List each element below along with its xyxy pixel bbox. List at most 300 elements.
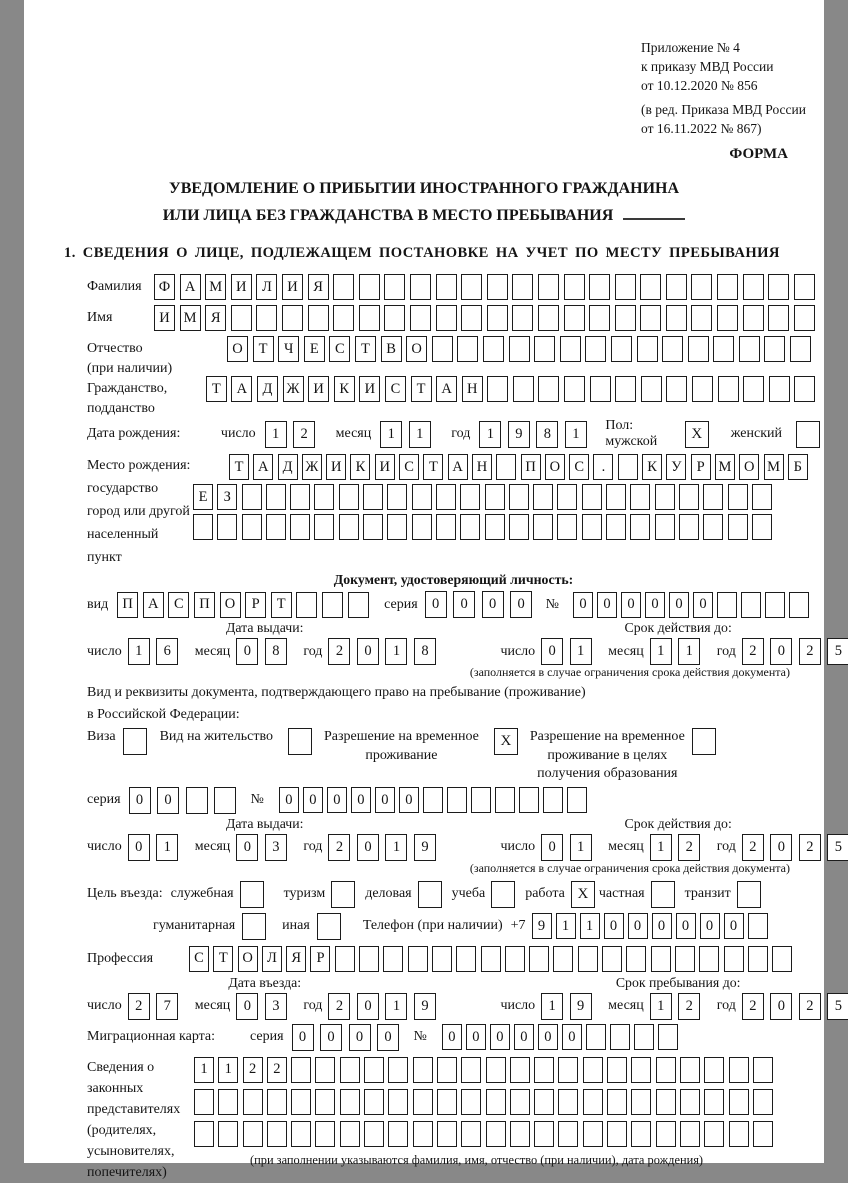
char-cell — [680, 1057, 700, 1083]
representatives-cells — [194, 1057, 777, 1168]
char-cell — [412, 484, 432, 510]
char-cell: Ж — [283, 376, 304, 402]
citizenship-cells — [206, 376, 820, 402]
char-cell: 0 — [279, 787, 299, 813]
char-cell — [713, 336, 734, 362]
issue-date-title: Дата выдачи: — [225, 815, 304, 831]
char-cell — [789, 592, 809, 618]
purpose-work-checkbox: X — [571, 881, 595, 908]
valid-until-block — [500, 620, 848, 665]
char-cell: 5 — [827, 638, 848, 665]
birthplace-row2 — [193, 484, 812, 510]
char-cell — [637, 336, 658, 362]
year-label: год — [303, 643, 323, 659]
issue-year-cells — [328, 638, 442, 665]
char-cell: А — [180, 274, 201, 300]
citizenship-row — [87, 376, 820, 416]
char-cell: В — [381, 336, 402, 362]
char-cell — [691, 305, 712, 331]
char-cell: 0 — [320, 1024, 342, 1051]
temp-residence-checkbox: X — [494, 728, 518, 755]
char-cell — [560, 336, 581, 362]
char-cell — [655, 484, 675, 510]
char-cell — [615, 376, 636, 402]
title-blank-line — [623, 205, 685, 220]
purpose-study-label: учеба — [451, 886, 486, 901]
char-cell — [765, 592, 785, 618]
char-cell: 1 — [409, 421, 431, 448]
char-cell — [364, 1089, 384, 1115]
char-cell — [666, 274, 687, 300]
firstname-cells — [154, 305, 819, 331]
char-cell: Р — [691, 454, 711, 480]
month-label: месяц — [194, 643, 231, 659]
char-cell — [728, 514, 748, 540]
char-cell — [487, 305, 508, 331]
purpose-private-checkbox — [651, 881, 675, 908]
representatives-label: Сведения о законных представителях (родителях, усыновителях, попечителях) — [87, 1059, 181, 1180]
month-label: месяц — [608, 643, 644, 659]
char-cell — [529, 946, 549, 972]
residence-series-cells — [129, 787, 243, 814]
purpose-official-checkbox — [240, 881, 264, 908]
residence-permit-checkbox — [288, 728, 312, 755]
form-title-line1: УВЕДОМЛЕНИЕ О ПРИБЫТИИ ИНОСТРАННОГО ГРАЖДАНИНА — [168, 180, 680, 197]
day-label: число — [87, 643, 122, 659]
char-cell: 2 — [742, 638, 764, 665]
char-cell: О — [220, 592, 241, 618]
residence-doc-serial-row — [87, 787, 820, 814]
char-cell — [290, 484, 310, 510]
char-cell — [315, 1121, 335, 1147]
valid-year-cells — [742, 638, 848, 665]
char-cell — [290, 514, 310, 540]
day-label: число — [87, 839, 122, 854]
char-cell — [543, 787, 563, 813]
char-cell — [340, 1057, 360, 1083]
char-cell — [583, 1057, 603, 1083]
char-cell — [413, 1089, 433, 1115]
char-cell: 0 — [292, 1024, 314, 1051]
year-label: год — [303, 839, 323, 854]
edu-residence-checkbox — [692, 728, 716, 755]
char-cell — [483, 336, 504, 362]
forma-label: ФОРМА — [729, 146, 788, 162]
char-cell: 1 — [570, 834, 592, 861]
char-cell: 0 — [541, 638, 563, 665]
char-cell: 2 — [678, 993, 700, 1020]
purpose-row1 — [87, 881, 820, 908]
char-cell — [512, 305, 533, 331]
char-cell: У — [666, 454, 686, 480]
char-cell — [717, 274, 738, 300]
char-cell — [413, 1057, 433, 1083]
profession-cells — [189, 946, 796, 972]
purpose-other-label: иная — [282, 918, 310, 933]
char-cell — [218, 1121, 238, 1147]
purpose-humanitarian-label: гуманитарная — [153, 918, 236, 933]
char-cell: Р — [310, 946, 330, 972]
char-cell: 2 — [267, 1057, 287, 1083]
char-cell — [699, 946, 719, 972]
char-cell — [538, 305, 559, 331]
char-cell: 3 — [265, 834, 287, 861]
series-label: серия — [250, 1029, 284, 1044]
doc-type-cells — [117, 592, 373, 618]
char-cell: 9 — [508, 421, 530, 448]
year-label: год — [303, 998, 323, 1013]
char-cell — [512, 274, 533, 300]
char-cell: А — [231, 376, 252, 402]
char-cell: Н — [472, 454, 492, 480]
char-cell: С — [189, 946, 209, 972]
char-cell: 1 — [385, 638, 407, 665]
char-cell — [583, 1121, 603, 1147]
birth-year-cells — [479, 421, 593, 448]
char-cell: М — [715, 454, 735, 480]
char-cell — [510, 1121, 530, 1147]
edu-residence-label: Разрешение на временное проживание в целях получения образования — [529, 729, 685, 781]
char-cell: Л — [256, 274, 277, 300]
birthdate-label: Дата рождения: — [87, 426, 181, 441]
char-cell — [741, 592, 761, 618]
purpose-private-label: частная — [598, 886, 645, 901]
char-cell — [457, 336, 478, 362]
char-cell: 2 — [243, 1057, 263, 1083]
char-cell — [640, 305, 661, 331]
char-cell — [436, 484, 456, 510]
header-line: к приказу МВД России — [641, 59, 774, 74]
char-cell — [533, 514, 553, 540]
char-cell: О — [238, 946, 258, 972]
residence-issue-month-cells — [236, 834, 293, 861]
visa-label: Виза — [87, 729, 116, 744]
char-cell — [423, 787, 443, 813]
form-title — [24, 175, 824, 229]
char-cell: 0 — [453, 591, 475, 618]
char-cell — [666, 376, 687, 402]
char-cell — [363, 514, 383, 540]
char-cell: 1 — [194, 1057, 214, 1083]
char-cell — [437, 1057, 457, 1083]
entry-day-cells — [128, 993, 185, 1020]
char-cell — [656, 1057, 676, 1083]
char-cell — [534, 1057, 554, 1083]
profession-label: Профессия — [87, 950, 154, 966]
char-cell — [296, 592, 317, 618]
char-cell: 9 — [414, 993, 436, 1020]
char-cell — [704, 1089, 724, 1115]
char-cell: Д — [257, 376, 278, 402]
char-cell — [675, 946, 695, 972]
char-cell: 0 — [621, 592, 641, 618]
char-cell — [590, 376, 611, 402]
char-cell — [704, 1121, 724, 1147]
char-cell: И — [359, 376, 380, 402]
char-cell: 1 — [385, 834, 407, 861]
char-cell — [564, 274, 585, 300]
char-cell: 1 — [678, 638, 700, 665]
char-cell — [485, 484, 505, 510]
char-cell: М — [764, 454, 784, 480]
char-cell: Т — [271, 592, 292, 618]
birth-day-cells — [265, 421, 322, 448]
char-cell: Ч — [278, 336, 299, 362]
char-cell — [315, 1089, 335, 1115]
edu-residence-option — [530, 728, 716, 784]
char-cell — [641, 376, 662, 402]
char-cell: А — [448, 454, 468, 480]
char-cell: 0 — [597, 592, 617, 618]
issue-day-cells — [128, 638, 185, 665]
purpose-business-checkbox — [418, 881, 442, 908]
char-cell — [461, 305, 482, 331]
char-cell — [364, 1121, 384, 1147]
char-cell: 1 — [218, 1057, 238, 1083]
year-label: год — [716, 643, 736, 659]
char-cell — [768, 305, 789, 331]
char-cell — [607, 1121, 627, 1147]
representatives-row2 — [194, 1089, 777, 1115]
residence-permit-option — [160, 728, 312, 755]
char-cell: 0 — [652, 913, 672, 939]
char-cell — [214, 787, 236, 814]
representatives-row1 — [194, 1057, 777, 1083]
month-label: месяц — [608, 839, 644, 854]
char-cell — [607, 1057, 627, 1083]
char-cell: 0 — [541, 834, 563, 861]
char-cell: 0 — [490, 1024, 510, 1050]
char-cell: М — [205, 274, 226, 300]
doc-series-cells — [425, 591, 539, 618]
stay-until-block — [500, 975, 848, 1020]
day-label: число — [500, 643, 536, 659]
char-cell: 0 — [573, 592, 593, 618]
char-cell: 2 — [678, 834, 700, 861]
char-cell — [218, 1089, 238, 1115]
stay-until-title: Срок пребывания до: — [615, 974, 741, 990]
entry-month-cells — [236, 993, 293, 1020]
char-cell — [538, 274, 559, 300]
char-cell — [322, 592, 343, 618]
char-cell — [558, 1089, 578, 1115]
char-cell — [384, 274, 405, 300]
char-cell — [461, 274, 482, 300]
char-cell — [496, 454, 516, 480]
char-cell — [267, 1121, 287, 1147]
birthplace-block — [87, 454, 820, 569]
visa-option — [87, 728, 147, 755]
char-cell: 0 — [770, 638, 792, 665]
residence-doc-intro2: в Российской Федерации: — [87, 707, 240, 722]
char-cell: 2 — [328, 993, 350, 1020]
valid-until-title: Срок действия до: — [624, 815, 732, 831]
day-label: число — [87, 998, 122, 1013]
char-cell — [743, 274, 764, 300]
patronymic-label: Отчество (при наличии) — [87, 341, 173, 376]
char-cell: 0 — [562, 1024, 582, 1050]
char-cell: 1 — [650, 638, 672, 665]
char-cell — [680, 1121, 700, 1147]
char-cell: 0 — [628, 913, 648, 939]
char-cell — [291, 1089, 311, 1115]
char-cell — [534, 1089, 554, 1115]
char-cell: 1 — [565, 421, 587, 448]
char-cell: Т — [423, 454, 443, 480]
char-cell — [509, 484, 529, 510]
char-cell — [634, 1024, 654, 1050]
month-label: месяц — [335, 426, 372, 441]
char-cell — [410, 305, 431, 331]
char-cell — [242, 514, 262, 540]
header-note — [641, 38, 824, 138]
migration-series-cells — [292, 1024, 406, 1051]
residence-number-cells — [279, 787, 591, 813]
day-label: число — [500, 839, 536, 854]
char-cell — [486, 1057, 506, 1083]
char-cell — [618, 454, 638, 480]
char-cell — [387, 514, 407, 540]
char-cell — [606, 484, 626, 510]
representatives-row3 — [194, 1121, 777, 1147]
char-cell — [680, 1089, 700, 1115]
char-cell: 0 — [510, 591, 532, 618]
char-cell — [772, 946, 792, 972]
char-cell: 0 — [129, 787, 151, 814]
header-line: Приложение № 4 — [641, 40, 740, 55]
char-cell: Т — [206, 376, 227, 402]
char-cell: 0 — [604, 913, 624, 939]
char-cell — [339, 484, 359, 510]
phone-label: Телефон (при наличии) — [362, 918, 503, 933]
char-cell — [533, 484, 553, 510]
char-cell: 1 — [580, 913, 600, 939]
representatives-block — [87, 1057, 820, 1183]
char-cell: 2 — [799, 638, 821, 665]
residence-valid-month-cells — [650, 834, 707, 861]
series-label: серия — [384, 596, 418, 612]
firstname-row — [87, 305, 820, 331]
purpose-work-label: работа — [525, 886, 565, 901]
char-cell — [359, 946, 379, 972]
issue-date-block — [87, 816, 442, 861]
char-cell — [794, 305, 815, 331]
char-cell: 0 — [442, 1024, 462, 1050]
char-cell — [728, 484, 748, 510]
char-cell — [456, 946, 476, 972]
birthplace-row1 — [229, 454, 812, 480]
char-cell: 5 — [827, 993, 848, 1020]
char-cell: 5 — [827, 834, 848, 861]
residence-doc-options — [87, 728, 820, 784]
entry-date-block — [87, 975, 442, 1020]
char-cell: И — [326, 454, 346, 480]
char-cell — [509, 336, 530, 362]
char-cell: С — [385, 376, 406, 402]
purpose-row2 — [153, 913, 820, 940]
char-cell — [495, 787, 515, 813]
header-line: от 10.12.2020 № 856 — [641, 78, 758, 93]
char-cell: 0 — [375, 787, 395, 813]
surname-label: Фамилия — [87, 279, 142, 294]
char-cell: 0 — [724, 913, 744, 939]
char-cell: 2 — [328, 834, 350, 861]
char-cell — [743, 376, 764, 402]
char-cell — [615, 274, 636, 300]
birthplace-cells — [193, 454, 812, 544]
char-cell — [461, 1089, 481, 1115]
residence-doc-dates — [87, 815, 842, 861]
char-cell — [558, 1057, 578, 1083]
entry-dates — [87, 974, 842, 1020]
patronymic-cells — [227, 336, 816, 362]
char-cell: 1 — [479, 421, 501, 448]
char-cell: Л — [262, 946, 282, 972]
char-cell — [739, 336, 760, 362]
char-cell: 8 — [265, 638, 287, 665]
char-cell — [359, 274, 380, 300]
firstname-label: Имя — [87, 310, 113, 325]
char-cell — [768, 274, 789, 300]
residence-valid-year-cells — [742, 834, 848, 861]
char-cell: С — [569, 454, 589, 480]
char-cell — [729, 1121, 749, 1147]
char-cell — [413, 1121, 433, 1147]
char-cell — [314, 514, 334, 540]
char-cell: 0 — [693, 592, 713, 618]
char-cell: О — [406, 336, 427, 362]
char-cell: 0 — [425, 591, 447, 618]
patronymic-row — [87, 336, 820, 376]
char-cell: С — [329, 336, 350, 362]
char-cell: 9 — [414, 834, 436, 861]
char-cell — [748, 946, 768, 972]
char-cell — [194, 1121, 214, 1147]
char-cell — [291, 1121, 311, 1147]
char-cell — [384, 305, 405, 331]
char-cell — [589, 274, 610, 300]
char-cell — [794, 274, 815, 300]
char-cell: 1 — [156, 834, 178, 861]
char-cell: К — [334, 376, 355, 402]
char-cell: 1 — [128, 638, 150, 665]
char-cell — [267, 1089, 287, 1115]
char-cell — [564, 305, 585, 331]
char-cell: П — [117, 592, 138, 618]
char-cell — [447, 787, 467, 813]
day-label: число — [220, 426, 256, 441]
char-cell — [753, 1057, 773, 1083]
char-cell — [589, 305, 610, 331]
char-cell — [703, 514, 723, 540]
year-label: год — [716, 839, 736, 854]
char-cell — [243, 1121, 263, 1147]
char-cell — [266, 514, 286, 540]
purpose-transit-checkbox — [737, 881, 761, 908]
char-cell: 0 — [645, 592, 665, 618]
birthplace-label: Место рождения: государство город или другой населенный пункт — [87, 458, 191, 565]
char-cell — [607, 1089, 627, 1115]
migration-card-label: Миграционная карта: — [87, 1029, 216, 1044]
char-cell: Д — [278, 454, 298, 480]
char-cell — [656, 1089, 676, 1115]
series-label: серия — [87, 792, 121, 807]
char-cell: 1 — [380, 421, 402, 448]
char-cell: 1 — [570, 638, 592, 665]
char-cell — [602, 946, 622, 972]
char-cell: Н — [462, 376, 483, 402]
char-cell: 9 — [532, 913, 552, 939]
